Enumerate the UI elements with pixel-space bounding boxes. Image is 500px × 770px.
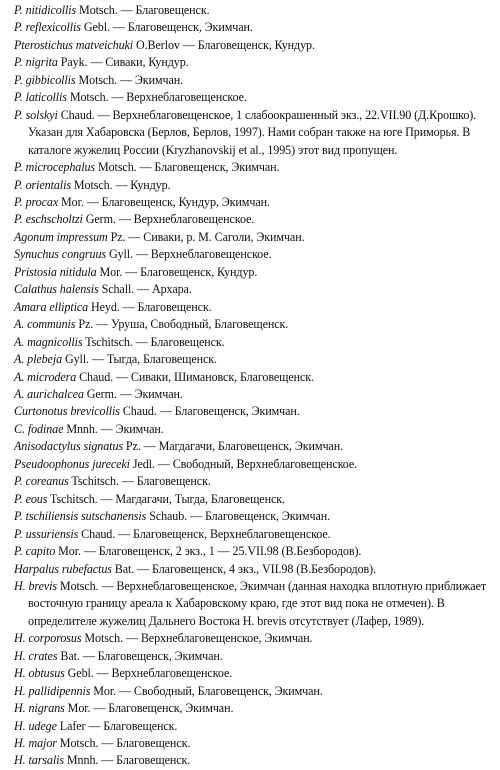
entry-details: Motsch. — Благовещенск. <box>56 736 191 751</box>
species-entry <box>14 281 490 298</box>
entry-details: Gebl. — Благовещенск, Экимчан. <box>80 20 253 35</box>
species-name: Synuchus congruus <box>14 247 107 262</box>
entry-details: Jedl. — Свободный, Верхнеблаговещенское. <box>129 456 358 471</box>
species-name: P. nigrita <box>14 55 58 70</box>
species-entry <box>14 718 490 735</box>
species-name: H. udege <box>14 718 57 733</box>
species-name: A. plebeja <box>14 352 63 367</box>
species-name: Pseudoophonus jureceki <box>14 456 130 471</box>
species-entry <box>14 665 490 682</box>
entry-details: O.Berlov — Благовещенск, Кундур. <box>133 37 315 52</box>
species-entry <box>14 264 490 281</box>
species-entry <box>14 508 490 525</box>
entry-details: Mor. — Благовещенск, Кундур. <box>96 264 258 279</box>
species-entry <box>14 159 490 176</box>
species-entry <box>14 369 490 386</box>
species-entry <box>14 403 490 420</box>
species-entry <box>14 421 490 438</box>
entry-details: Chaud. — Благовещенск, Экимчан. <box>119 404 300 419</box>
species-name: Pristosia nitidula <box>14 264 97 279</box>
species-entry <box>14 89 490 106</box>
species-entry <box>14 72 490 89</box>
species-entry <box>14 561 490 578</box>
entry-details: Motsch. — Благовещенск, Экимчан. <box>95 160 280 175</box>
species-entry <box>14 246 490 263</box>
species-name: P. reflexicollis <box>14 20 81 35</box>
entry-details: Motsch. — Верхнеблаговещенское, Экимчан. <box>81 631 313 646</box>
species-name: A. magnicollis <box>14 334 83 349</box>
species-name: H. crates <box>14 648 58 663</box>
species-entry <box>14 473 490 490</box>
entry-details: Mnnh. — Экимчан. <box>63 421 164 436</box>
species-entry <box>14 37 490 54</box>
species-name: Amara elliptica <box>14 299 89 314</box>
species-name: Agonum impressum <box>14 229 108 244</box>
species-name: P. nitidicollis <box>14 3 77 17</box>
species-entry <box>14 19 490 36</box>
species-entry <box>14 526 490 543</box>
species-name: A. communis <box>14 317 76 332</box>
species-entry <box>14 351 490 368</box>
species-name: H. pallidipennis <box>14 683 91 698</box>
entry-details: Lafer — Благовещенск. <box>56 718 178 733</box>
entry-details: Mor. — Благовещенск, Кундур, Экимчан. <box>58 194 270 209</box>
species-name: P. laticollis <box>14 90 67 105</box>
species-name: P. orientalis <box>14 177 71 192</box>
entry-details: Pz. — Уруша, Свободный, Благовещенск. <box>75 317 289 332</box>
entry-details: Motsch. — Экимчан. <box>75 72 184 87</box>
species-name: P. eschscholtzi <box>14 212 83 227</box>
species-entry <box>14 648 490 665</box>
species-entry <box>14 386 490 403</box>
entry-details: Motsch. — Кундур. <box>70 177 171 192</box>
species-entry <box>14 2 490 19</box>
entry-details: Chaud. — Сиваки, Шимановск, Благовещенск. <box>76 369 314 384</box>
species-entry <box>14 752 490 769</box>
entry-details: Pz. — Магдагачи, Благовещенск, Экимчан. <box>123 439 343 454</box>
entry-details: Tschitsch. — Магдагачи, Тыгда, Благовещенск. <box>47 491 285 506</box>
species-name: P. gibbicollis <box>14 72 76 87</box>
entry-details: Tschitsch. — Благовещенск. <box>82 334 225 349</box>
entry-details: Chaud. — Благовещенск, Верхнеблаговещенское. <box>78 526 331 541</box>
species-name: Anisodactylus signatus <box>14 439 123 454</box>
species-entry <box>14 491 490 508</box>
entry-details: Mnnh. — Благовещенск. <box>63 753 191 768</box>
species-entry <box>14 543 490 560</box>
entry-details: Gyll. — Тыгда, Благовещенск. <box>62 352 217 367</box>
species-name: P. eous <box>14 491 48 506</box>
entry-details: Heyd. — Благовещенск. <box>88 299 212 314</box>
entry-details: Schaub. — Благовещенск, Экимчан. <box>146 509 331 524</box>
species-name: Curtonotus brevicollis <box>14 404 120 419</box>
entry-details: Gebl. — Верхнеблаговещенское. <box>64 666 233 681</box>
species-name: P. tschiliensis sutschanensis <box>14 509 147 524</box>
entry-details: Motsch. — Благовещенск. <box>76 3 210 17</box>
entry-details: Germ. — Экимчан. <box>83 386 183 401</box>
species-entry <box>14 54 490 71</box>
species-name: P. solskyi <box>14 107 58 122</box>
species-name: H. corporosus <box>14 631 82 646</box>
species-name: A. microdera <box>14 369 77 384</box>
species-entry <box>14 578 490 630</box>
species-name: P. coreanus <box>14 474 69 489</box>
entry-details: Motsch. — Верхнеблаговещенское. <box>66 90 247 105</box>
species-entry <box>14 211 490 228</box>
species-name: P. procax <box>14 194 59 209</box>
species-entry <box>14 456 490 473</box>
species-name: P. ussuriensis <box>14 526 79 541</box>
species-entry <box>14 107 490 159</box>
entry-details: Gyll. — Верхнеблаговещенское. <box>106 247 272 262</box>
entry-details: Motsch. — Верхнеблаговещенское, Экимчан (данная находка вплотную приближает восточную границу ареала к Хабаровскому краю, где этот вид пока не отмечен). В определителе жужелиц Дальнего Востока H. brevis отсутствует (Лафер, 1989). <box>28 578 487 628</box>
species-entry <box>14 334 490 351</box>
entry-details: Pz. — Сиваки, р. М. Саголи, Экимчан. <box>107 229 305 244</box>
entry-details: Mor. — Благовещенск, Экимчан. <box>64 701 234 716</box>
species-entry <box>14 177 490 194</box>
entry-details: Mor. — Свободный, Благовещенск, Экимчан. <box>90 683 323 698</box>
entry-details: Mor. — Благовещенск, 2 экз., 1 — 25.VII.98 (В.Безбородов). <box>55 544 362 559</box>
entry-details: Germ. — Верхнеблаговещенское. <box>82 212 255 227</box>
species-name: Calathus halensis <box>14 282 99 297</box>
species-entry <box>14 438 490 455</box>
species-entry <box>14 735 490 752</box>
species-entry <box>14 683 490 700</box>
species-name: P. microcephalus <box>14 160 96 175</box>
species-name: C. fodinae <box>14 421 64 436</box>
species-entry <box>14 316 490 333</box>
species-entry <box>14 229 490 246</box>
species-name: H. major <box>14 736 57 751</box>
entry-details: Bat. — Благовещенск, Экимчан. <box>57 648 223 663</box>
entry-details: Bat. — Благовещенск, 4 экз., VII.98 (В.Безбородов). <box>111 561 377 576</box>
entry-details: Tschitsch. — Благовещенск. <box>68 474 211 489</box>
species-entry <box>14 194 490 211</box>
species-entry <box>14 700 490 717</box>
species-name: H. brevis <box>14 578 57 593</box>
species-entry <box>14 630 490 647</box>
species-name: H. tarsalis <box>14 753 64 768</box>
entry-details: Payk. — Сиваки, Кундур. <box>57 55 189 70</box>
species-entry <box>14 299 490 316</box>
species-name: Harpalus rubefactus <box>14 561 112 576</box>
species-name: A. aurichalcea <box>14 386 84 401</box>
species-name: Pterostichus matveichuki <box>14 37 134 52</box>
species-name: P. capito <box>14 544 56 559</box>
species-name: H. obtusus <box>14 666 65 681</box>
entry-details: Schall. — Архара. <box>98 282 192 297</box>
species-name: H. nigrans <box>14 701 65 716</box>
entry-details: Chaud. — Верхнеблаговещенское, 1 слабоокрашенный экз., 22.VII.90 (Д.Крошко). Указан для Хабаровска (Берлов, Берлов, 1997). Нами собран также на юге Приморья. В каталоге жужелиц России (Kryzhanovskij et al., 1995) этот вид пропущен. <box>28 107 477 157</box>
